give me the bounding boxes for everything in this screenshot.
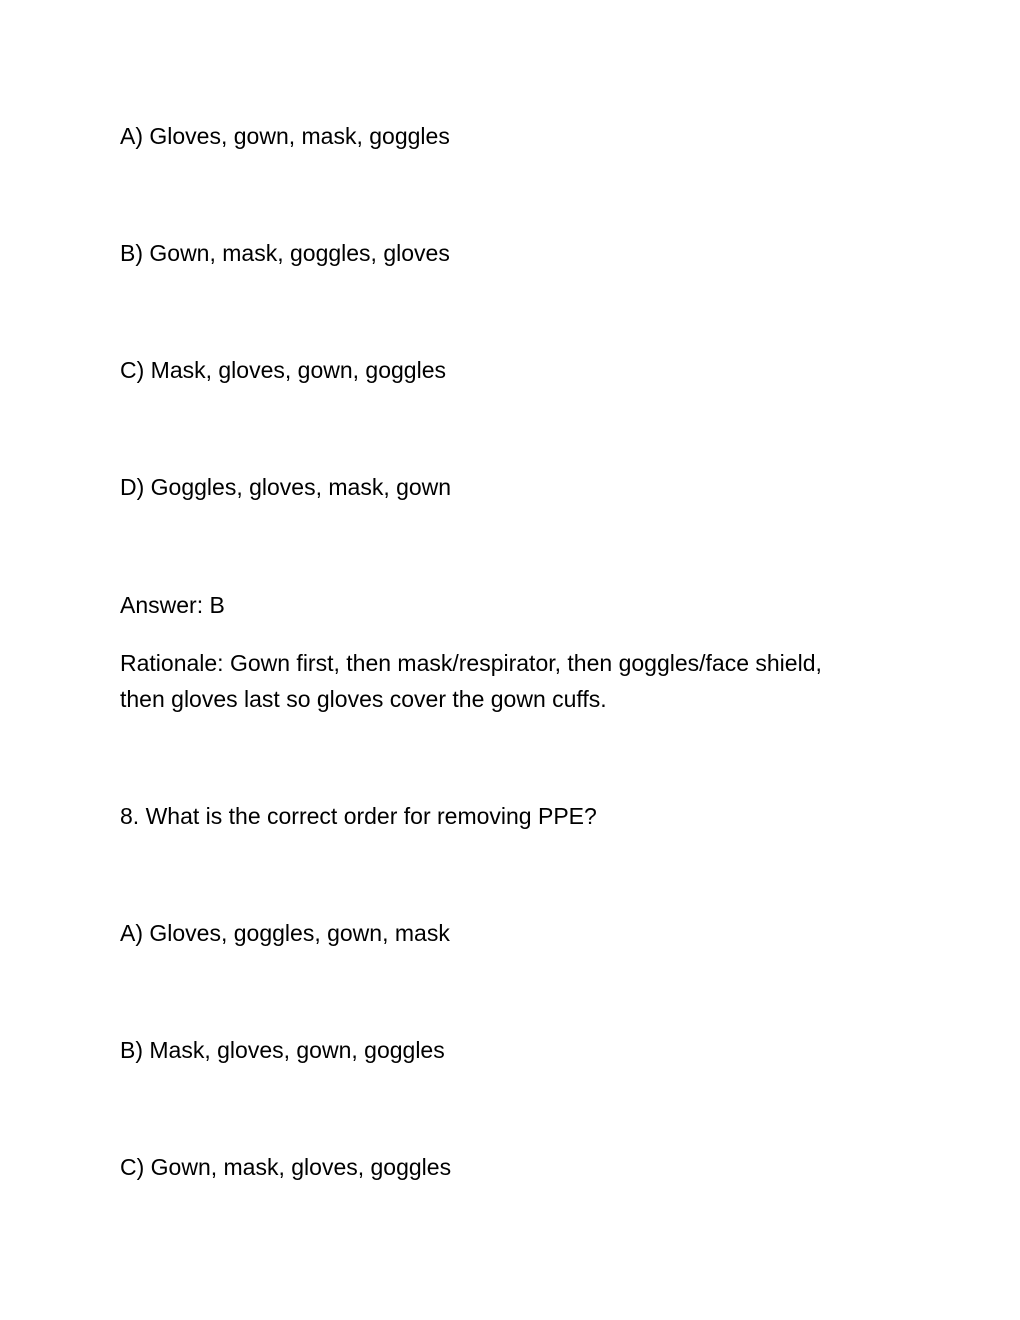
q7-rationale-line-2: then gloves last so gloves cover the gown cuffs. <box>120 686 607 712</box>
q7-answer: Answer: B <box>120 592 225 618</box>
q7-rationale <box>120 645 910 717</box>
q7-option-c: C) Mask, gloves, gown, goggles <box>120 357 446 383</box>
q8-option-b: B) Mask, gloves, gown, goggles <box>120 1037 445 1063</box>
q8-option-a: A) Gloves, goggles, gown, mask <box>120 920 450 946</box>
q7-option-b: B) Gown, mask, goggles, gloves <box>120 240 450 266</box>
q7-rationale-line-1: Rationale: Gown first, then mask/respirator, then goggles/face shield, <box>120 650 822 676</box>
q8-option-c: C) Gown, mask, gloves, goggles <box>120 1154 452 1180</box>
q7-option-a: A) Gloves, gown, mask, goggles <box>120 123 450 149</box>
q7-option-d: D) Goggles, gloves, mask, gown <box>120 474 452 500</box>
q8-question: 8. What is the correct order for removing PPE? <box>120 803 597 829</box>
